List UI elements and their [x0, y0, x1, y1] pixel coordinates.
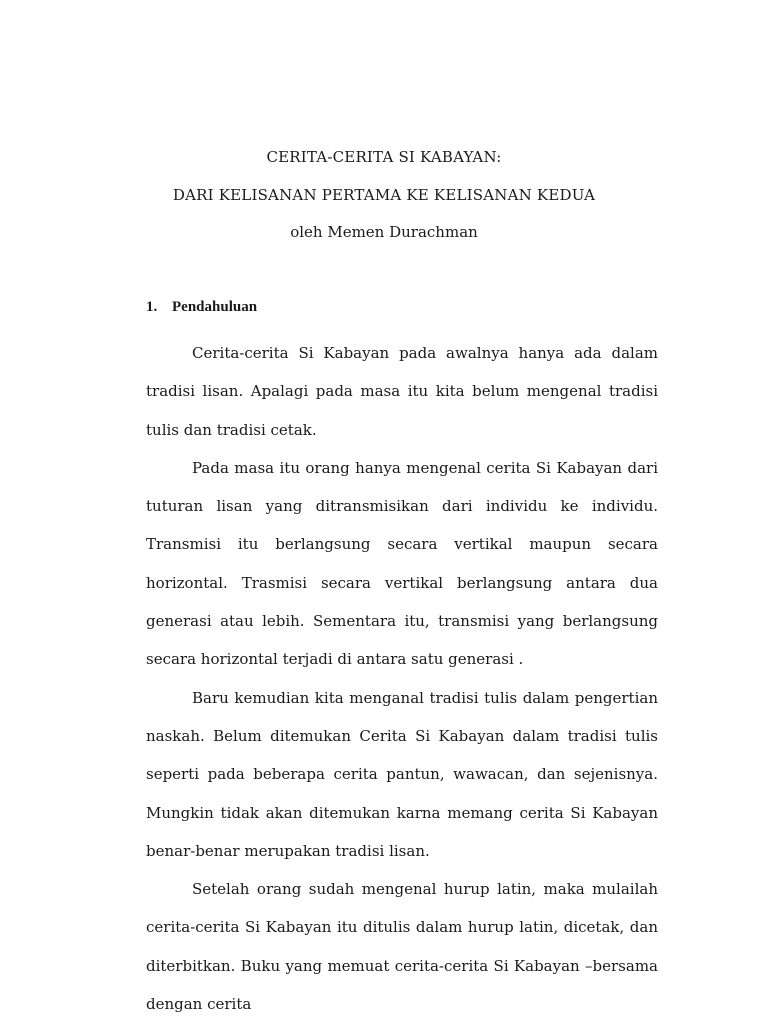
section-number: 1. [146, 299, 158, 315]
section-title: Pendahuluan [172, 299, 258, 315]
paragraph: Pada masa itu orang hanya mengenal cerita Si Kabayan dari tuturan lisan yang ditransmisikan dari individu ke individu. Transmisi itu berlangsung secara vertikal maupun secara horizontal. Trasmisi secara vertikal berlangsung antara dua generasi atau lebih. Sementara itu, transmisi yang berlangsung secara horizontal terjadi di antara satu generasi . [146, 458, 658, 669]
body-text [146, 334, 658, 1023]
paragraph: Setelah orang sudah mengenal hurup latin, maka mulailah cerita-cerita Si Kabayan itu ditulis dalam hurup latin, dicetak, dan diterbitkan. Buku yang memuat cerita-cerita Si Kabayan –bersama dengan cerita [146, 880, 658, 1014]
document-author: oleh Memen Durachman [290, 223, 478, 241]
paragraph: Baru kemudian kita menganal tradisi tulis dalam pengertian naskah. Belum ditemukan Cerita Si Kabayan dalam tradisi tulis seperti pada beberapa cerita pantun, wawacan, dan sejenisnya. Mungkin tidak akan ditemukan karna memang cerita Si Kabayan benar-benar merupakan tradisi lisan. [146, 688, 658, 860]
section-heading [146, 299, 257, 316]
paragraph: Cerita-cerita Si Kabayan pada awalnya hanya ada dalam tradisi lisan. Apalagi pada masa itu kita belum mengenal tradisi tulis dan tradisi cetak. [146, 344, 658, 439]
document-title-line-2: DARI KELISANAN PERTAMA KE KELISANAN KEDUA [172, 186, 596, 204]
document-title-line-1: CERITA-CERITA SI KABAYAN: [266, 148, 502, 166]
